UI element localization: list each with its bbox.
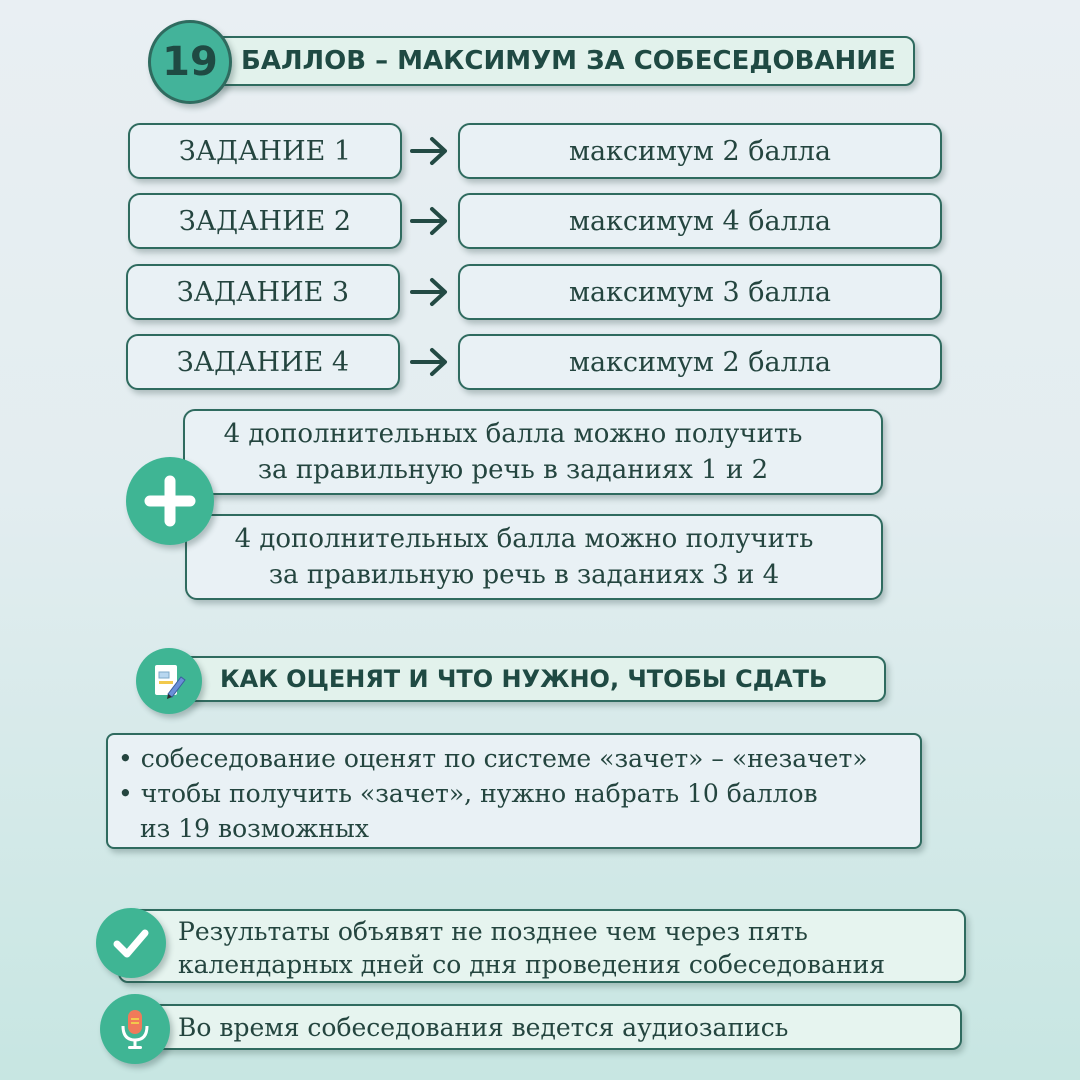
bonus-box-2: [185, 514, 883, 600]
arrow-right-icon: [408, 270, 452, 318]
arrow-right-icon: [408, 129, 452, 177]
bonus-2-line-1: 4 дополнительных балла можно получить: [234, 524, 814, 554]
assessment-banner: [178, 656, 886, 702]
bullet-item-2: • чтобы получить «зачет», нужно набрать 10 баллов: [118, 779, 818, 808]
bullet-item-2-continuation: из 19 возможных: [140, 814, 369, 843]
bonus-1-line-2: за правильную речь в заданиях 1 и 2: [257, 455, 769, 485]
checkmark-icon: [96, 908, 166, 978]
task-1-score: максимум 2 балла: [458, 123, 942, 179]
results-box: [118, 909, 966, 983]
microphone-icon: [100, 994, 170, 1064]
bonus-box-1: [183, 409, 883, 495]
task-2-score: максимум 4 балла: [458, 193, 942, 249]
task-4-label: ЗАДАНИЕ 4: [126, 334, 400, 390]
task-3-score: максимум 3 балла: [458, 264, 942, 320]
header-title: БАЛЛОВ – МАКСИМУМ ЗА СОБЕСЕДОВАНИЕ: [241, 46, 896, 76]
bonus-1-line-1: 4 дополнительных балла можно получить: [223, 419, 803, 449]
bonus-2-line-2: за правильную речь в заданиях 3 и 4: [268, 560, 780, 590]
plus-icon: [126, 457, 214, 545]
task-3-label: ЗАДАНИЕ 3: [126, 264, 400, 320]
task-1-label: ЗАДАНИЕ 1: [128, 123, 402, 179]
assessment-title: КАК ОЦЕНЯТ И ЧТО НУЖНО, ЧТОБЫ СДАТЬ: [220, 665, 828, 693]
score-badge: [148, 20, 232, 104]
arrow-right-icon: [408, 340, 452, 388]
audio-box: [120, 1004, 962, 1050]
results-line-1: Результаты объявят не позднее чем через пять: [178, 917, 808, 946]
results-line-2: календарных дней со дня проведения собеседования: [178, 950, 886, 979]
document-edit-icon: [136, 648, 202, 714]
audio-text: Во время собеседования ведется аудиозапись: [178, 1012, 789, 1042]
arrow-right-icon: [408, 199, 452, 247]
header-banner: [195, 36, 915, 86]
task-4-score: максимум 2 балла: [458, 334, 942, 390]
bullet-item-1: • собеседование оценят по системе «зачет» – «незачет»: [118, 744, 868, 773]
assessment-details-box: [106, 733, 922, 849]
score-badge-number: 19: [162, 39, 218, 85]
task-2-label: ЗАДАНИЕ 2: [128, 193, 402, 249]
